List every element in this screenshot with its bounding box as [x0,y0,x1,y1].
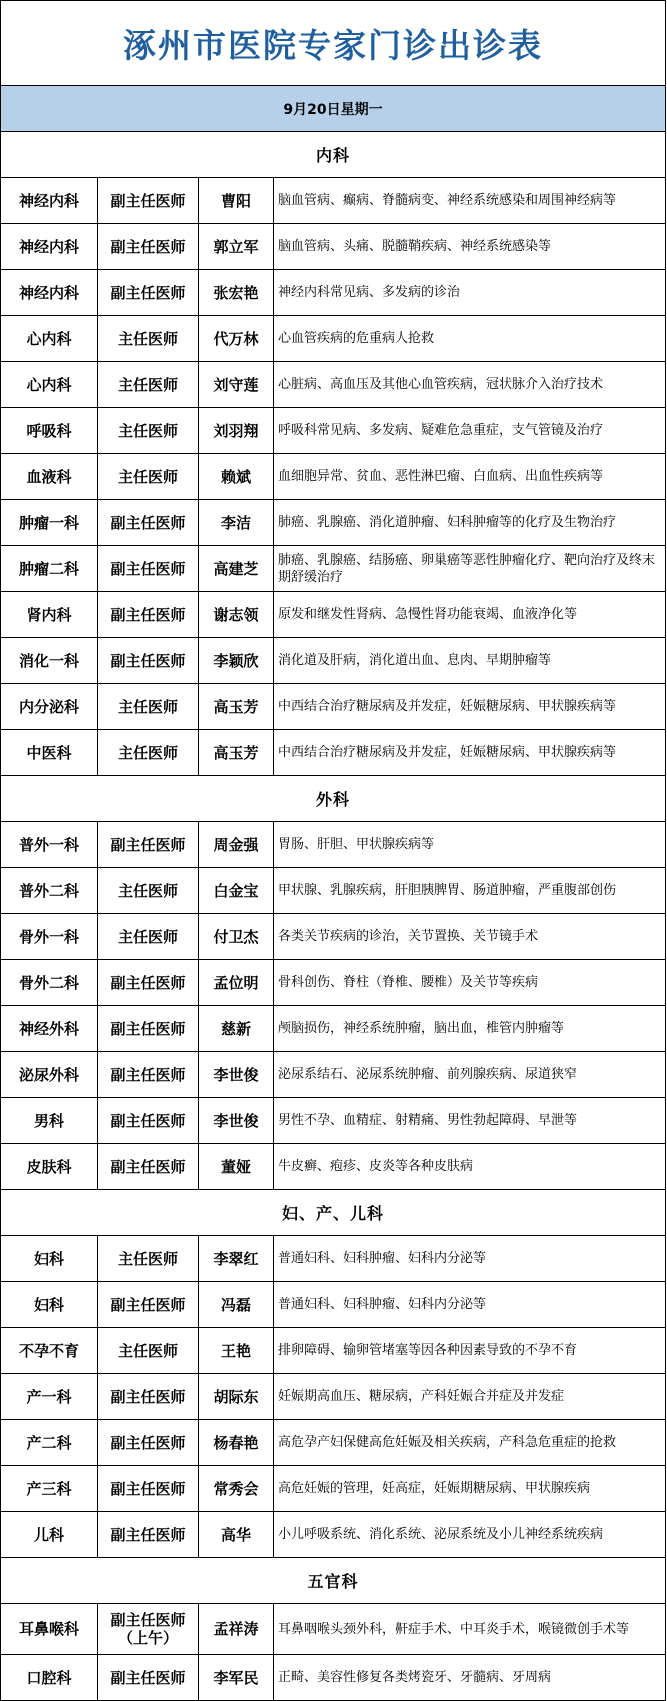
doctor-title-cell: 副主任医师 [98,1655,199,1701]
doctor-name-cell: 郭立军 [199,224,274,270]
doctor-name-cell: 慈新 [199,1006,274,1052]
department-cell: 妇科 [1,1282,98,1328]
specialty-cell: 牛皮癣、疱疹、皮炎等各种皮肤病 [274,1144,666,1190]
department-cell: 神经内科 [1,224,98,270]
doctor-name-cell: 李军民 [199,1655,274,1701]
doctor-row [1,316,666,362]
doctor-row [1,1655,666,1701]
doctor-title-cell: 副主任医师 [98,1098,199,1144]
department-cell: 骨外二科 [1,960,98,1006]
specialty-cell: 消化道及肝病，消化道出血、息肉、早期肿瘤等 [274,638,666,684]
doctor-title-cell: 副主任医师 [98,1374,199,1420]
doctor-row [1,1282,666,1328]
department-cell: 皮肤科 [1,1144,98,1190]
department-cell: 不孕不育 [1,1328,98,1374]
doctor-title-cell: 主任医师 [98,362,199,408]
specialty-cell: 耳鼻咽喉头颈外科，鼾症手术、中耳炎手术，喉镜微创手术等 [274,1604,666,1655]
doctor-title-cell: 主任医师 [98,1328,199,1374]
doctor-row [1,454,666,500]
doctor-row [1,1006,666,1052]
doctor-title-cell: 副主任医师 [98,1466,199,1512]
doctor-row [1,224,666,270]
doctor-row [1,1604,666,1655]
doctor-name-cell: 胡际东 [199,1374,274,1420]
specialty-cell: 胃肠、肝胆、甲状腺疾病等 [274,822,666,868]
page-title: 涿州市医院专家门诊出诊表 [1,1,666,86]
doctor-row [1,1328,666,1374]
specialty-cell: 中西结合治疗糖尿病及并发症，妊娠糖尿病、甲状腺疾病等 [274,684,666,730]
doctor-row [1,178,666,224]
specialty-cell: 肺癌、乳腺癌、消化道肿瘤、妇科肿瘤等的化疗及生物治疗 [274,500,666,546]
department-cell: 骨外一科 [1,914,98,960]
specialty-cell: 高危孕产妇保健高危妊娠及相关疾病，产科急危重症的抢救 [274,1420,666,1466]
specialty-cell: 心脏病、高血压及其他心血管疾病，冠状脉介入治疗技术 [274,362,666,408]
doctor-name-cell: 李颖欣 [199,638,274,684]
department-cell: 妇科 [1,1236,98,1282]
section-header-row [1,1558,666,1604]
department-cell: 神经内科 [1,178,98,224]
doctor-title-cell: 副主任医师 [98,822,199,868]
section-title: 五官科 [1,1558,666,1604]
doctor-name-cell: 高华 [199,1512,274,1558]
department-cell: 内分泌科 [1,684,98,730]
doctor-row [1,546,666,592]
doctor-title-cell: 主任医师 [98,868,199,914]
department-cell: 产三科 [1,1466,98,1512]
doctor-title-cell: 主任医师 [98,454,199,500]
specialty-cell: 心血管疾病的危重病人抢救 [274,316,666,362]
doctor-title-cell: 主任医师 [98,914,199,960]
specialty-cell: 妊娠期高血压、糖尿病，产科妊娠合并症及并发症 [274,1374,666,1420]
doctor-name-cell: 谢志领 [199,592,274,638]
doctor-title-cell: 副主任医师 [98,592,199,638]
doctor-row [1,1512,666,1558]
department-cell: 产一科 [1,1374,98,1420]
doctor-name-cell: 付卫杰 [199,914,274,960]
specialty-cell: 原发和继发性肾病、急慢性肾功能衰竭、血液净化等 [274,592,666,638]
doctor-name-cell: 李洁 [199,500,274,546]
department-cell: 男科 [1,1098,98,1144]
department-cell: 中医科 [1,730,98,776]
department-cell: 普外二科 [1,868,98,914]
doctor-row [1,500,666,546]
department-cell: 耳鼻喉科 [1,1604,98,1655]
doctor-title-cell: 副主任医师 [98,270,199,316]
section-title: 内科 [1,132,666,178]
doctor-title-cell: 主任医师 [98,316,199,362]
doctor-row [1,730,666,776]
doctor-row [1,592,666,638]
section-header-row [1,1190,666,1236]
department-cell: 呼吸科 [1,408,98,454]
doctor-row [1,1466,666,1512]
doctor-row [1,1374,666,1420]
doctor-row [1,822,666,868]
specialty-cell: 普通妇科、妇科肿瘤、妇科内分泌等 [274,1236,666,1282]
section-title: 外科 [1,776,666,822]
department-cell: 产二科 [1,1420,98,1466]
doctor-title-cell: 主任医师 [98,684,199,730]
specialty-cell: 普通妇科、妇科肿瘤、妇科内分泌等 [274,1282,666,1328]
doctor-title-cell: 副主任医师 [98,178,199,224]
doctor-title-cell: 主任医师 [98,408,199,454]
department-cell: 肾内科 [1,592,98,638]
doctor-name-cell: 高玉芳 [199,684,274,730]
department-cell: 神经外科 [1,1006,98,1052]
doctor-row [1,1236,666,1282]
doctor-name-cell: 刘羽翔 [199,408,274,454]
department-cell: 心内科 [1,316,98,362]
doctor-row [1,408,666,454]
department-cell: 泌尿外科 [1,1052,98,1098]
specialty-cell: 脑血管病、癫病、脊髓病变、神经系统感染和周围神经病等 [274,178,666,224]
department-cell: 神经内科 [1,270,98,316]
doctor-row [1,1420,666,1466]
specialty-cell: 肺癌、乳腺癌、结肠癌、卵巢癌等恶性肿瘤化疗、靶向治疗及终末期舒缓治疗 [274,546,666,592]
doctor-title-cell: 主任医师 [98,730,199,776]
schedule-date: 9月20日星期一 [1,86,666,132]
specialty-cell: 小儿呼吸系统、消化系统、泌尿系统及小儿神经系统疾病 [274,1512,666,1558]
doctor-row [1,638,666,684]
doctor-row [1,1052,666,1098]
doctor-row [1,914,666,960]
department-cell: 口腔科 [1,1655,98,1701]
doctor-name-cell: 赖斌 [199,454,274,500]
doctor-title-cell: 副主任医师 [98,1282,199,1328]
specialty-cell: 正畸、美容性修复各类烤瓷牙、牙髓病、牙周病 [274,1655,666,1701]
doctor-name-cell: 高建芝 [199,546,274,592]
date-row [1,86,666,132]
section-header-row [1,132,666,178]
doctor-name-cell: 李世俊 [199,1098,274,1144]
specialty-cell: 甲状腺、乳腺疾病，肝胆胰脾胃、肠道肿瘤，严重腹部创伤 [274,868,666,914]
doctor-name-cell: 白金宝 [199,868,274,914]
doctor-row [1,960,666,1006]
doctor-name-cell: 冯磊 [199,1282,274,1328]
specialty-cell: 泌尿系结石、泌尿系统肿瘤、前列腺疾病、尿道狭窄 [274,1052,666,1098]
department-cell: 血液科 [1,454,98,500]
doctor-name-cell: 董娅 [199,1144,274,1190]
section-title: 妇、产、儿科 [1,1190,666,1236]
doctor-row [1,1098,666,1144]
title-row [1,1,666,86]
specialty-cell: 高危妊娠的管理，妊高症，妊娠期糖尿病、甲状腺疾病 [274,1466,666,1512]
doctor-title-cell: 副主任医师 [98,1512,199,1558]
doctor-name-cell: 刘守莲 [199,362,274,408]
doctor-title-cell: 副主任医师 [98,500,199,546]
doctor-title-cell: 主任医师 [98,1236,199,1282]
doctor-title-cell: 副主任医师 [98,224,199,270]
doctor-name-cell: 曹阳 [199,178,274,224]
doctor-name-cell: 高玉芳 [199,730,274,776]
doctor-name-cell: 杨春艳 [199,1420,274,1466]
doctor-row [1,270,666,316]
doctor-row [1,1144,666,1190]
doctor-name-cell: 代万林 [199,316,274,362]
doctor-row [1,684,666,730]
doctor-title-cell: 副主任医师（上午） [98,1604,199,1655]
doctor-name-cell: 周金强 [199,822,274,868]
doctor-title-cell: 副主任医师 [98,960,199,1006]
department-cell: 肿瘤二科 [1,546,98,592]
specialty-cell: 神经内科常见病、多发病的诊治 [274,270,666,316]
specialty-cell: 脑血管病、头痛、脱髓鞘疾病、神经系统感染等 [274,224,666,270]
department-cell: 肿瘤一科 [1,500,98,546]
specialty-cell: 各类关节疾病的诊治，关节置换、关节镜手术 [274,914,666,960]
doctor-name-cell: 孟祥涛 [199,1604,274,1655]
specialty-cell: 呼吸科常见病、多发病、疑难危急重症，支气管镜及治疗 [274,408,666,454]
specialty-cell: 男性不孕、血精症、射精痛、男性勃起障碍、早泄等 [274,1098,666,1144]
specialty-cell: 排卵障碍、输卵管堵塞等因各种因素导致的不孕不育 [274,1328,666,1374]
doctor-name-cell: 孟位明 [199,960,274,1006]
department-cell: 消化一科 [1,638,98,684]
specialty-cell: 血细胞异常、贫血、恶性淋巴瘤、白血病、出血性疾病等 [274,454,666,500]
specialty-cell: 骨科创伤、脊柱（脊椎、腰椎）及关节等疾病 [274,960,666,1006]
doctor-name-cell: 王艳 [199,1328,274,1374]
doctor-name-cell: 常秀会 [199,1466,274,1512]
section-header-row [1,776,666,822]
doctor-title-cell: 副主任医师 [98,1052,199,1098]
doctor-title-cell: 副主任医师 [98,638,199,684]
specialty-cell: 颅脑损伤，神经系统肿瘤，脑出血，椎管内肿瘤等 [274,1006,666,1052]
doctor-name-cell: 李翠红 [199,1236,274,1282]
doctor-title-cell: 副主任医师 [98,1144,199,1190]
doctor-title-cell: 副主任医师 [98,1006,199,1052]
doctor-name-cell: 李世俊 [199,1052,274,1098]
doctor-title-cell: 副主任医师 [98,1420,199,1466]
department-cell: 心内科 [1,362,98,408]
doctor-name-cell: 张宏艳 [199,270,274,316]
doctor-row [1,868,666,914]
department-cell: 普外一科 [1,822,98,868]
schedule-body [1,1,666,1701]
doctor-row [1,362,666,408]
specialty-cell: 中西结合治疗糖尿病及并发症，妊娠糖尿病、甲状腺疾病等 [274,730,666,776]
doctor-title-cell: 副主任医师 [98,546,199,592]
department-cell: 儿科 [1,1512,98,1558]
